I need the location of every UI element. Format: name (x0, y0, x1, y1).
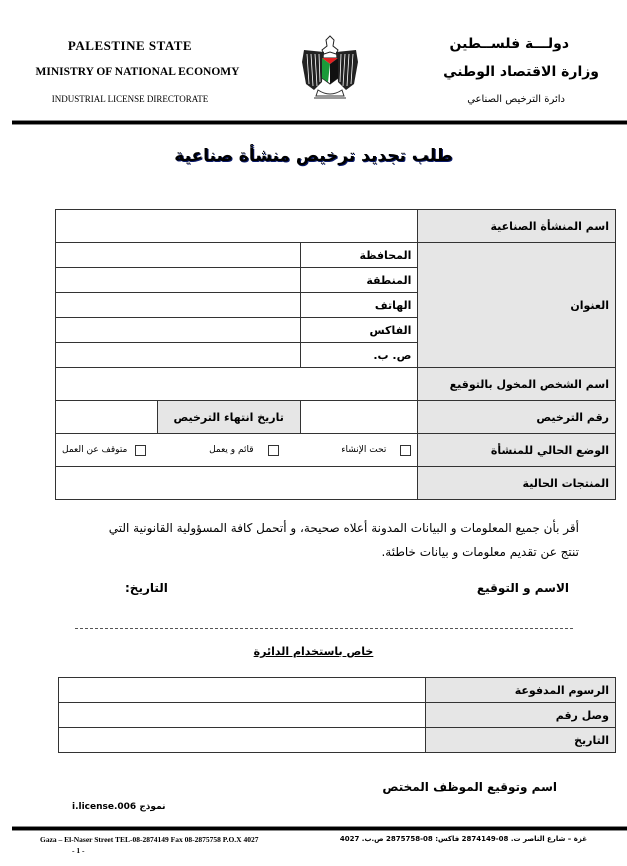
fax-field[interactable] (56, 318, 301, 343)
status-option-under-construction[interactable] (341, 445, 411, 456)
address-label: العنوان (418, 243, 616, 368)
fees-paid-field[interactable] (59, 678, 426, 703)
footer-address-english: Gaza – El-Naser Street TEL-08-2874149 Fax 08-2875758 P.O.X 4027 (40, 835, 259, 844)
license-expiry-field[interactable] (56, 401, 158, 434)
office-date-field[interactable] (59, 728, 426, 753)
page-number: - 1 - (72, 846, 85, 855)
facility-status-label: الوضع الحالي للمنشأة (418, 434, 616, 467)
area-field[interactable] (56, 268, 301, 293)
license-number-field[interactable] (300, 401, 418, 434)
header-arabic-directorate: دائرة الترخيص الصناعي (467, 94, 565, 105)
dashed-separator (75, 628, 573, 629)
current-products-field[interactable] (56, 467, 418, 500)
date-label: التاريخ: (125, 581, 168, 595)
fees-paid-label: الرسوم المدفوعة (426, 678, 616, 703)
footer-address-arabic: غزة – شارع الناصر ت. 08-2874149 فاكس: 08-2875758 ص.ب. 4027 (339, 835, 587, 843)
declaration-line-2: تنتج عن تقديم معلومات و بيانات خاطئة. (381, 545, 579, 559)
name-signature-label: الاسم و التوقيع (476, 581, 569, 595)
phone-field[interactable] (56, 293, 301, 318)
po-box-field[interactable] (56, 343, 301, 368)
signatory-field[interactable] (56, 368, 418, 401)
facility-name-label: اسم المنشأة الصناعية (418, 210, 616, 243)
area-label: المنطقة (300, 268, 418, 293)
po-box-label: ص. ب. (300, 343, 418, 368)
checkbox-icon[interactable] (268, 445, 279, 456)
license-number-label: رقم الترخيص (418, 401, 616, 434)
facility-status-options (56, 434, 418, 467)
phone-label: الهاتف (300, 293, 418, 318)
header-arabic-state: دولـــة فلســطين (449, 36, 569, 52)
office-use-table (58, 677, 616, 753)
application-form-table (55, 209, 616, 500)
office-use-title: خاص باستخدام الدائرة (253, 645, 374, 658)
footer-separator (12, 826, 627, 831)
checkbox-icon[interactable] (135, 445, 146, 456)
signatory-label: اسم الشخص المخول بالتوقيع (418, 368, 616, 401)
header-english-state: PALESTINE STATE (67, 38, 193, 53)
header-arabic-ministry: وزارة الاقتصاد الوطني (443, 64, 599, 80)
status-option-label: متوقف عن العمل (62, 445, 128, 455)
checkbox-icon[interactable] (400, 445, 411, 456)
header-english-directorate: INDUSTRIAL LICENSE DIRECTORATE (51, 94, 209, 104)
governorate-field[interactable] (56, 243, 301, 268)
status-option-label: قائم و يعمل (209, 445, 254, 455)
clerk-signature-label: اسم وتوقيع الموظف المختص (382, 780, 557, 794)
form-code: نموذج i.license.006 (72, 802, 166, 812)
receipt-number-field[interactable] (59, 703, 426, 728)
receipt-number-label: وصل رقم (426, 703, 616, 728)
fax-label: الفاكس (300, 318, 418, 343)
header-english-ministry: MINISTRY OF NATIONAL ECONOMY (35, 66, 240, 78)
status-option-operating[interactable] (209, 445, 278, 456)
header-separator (12, 120, 627, 125)
declaration-text (39, 516, 579, 564)
governorate-label: المحافظة (300, 243, 418, 268)
declaration-line-1: أقر بأن جميع المعلومات و البيانات المدونة أعلاه صحيحة، و أتحمل كافة المسؤولية القانونية التي (108, 521, 579, 535)
form-title: طلب تجديد ترخيص منشأة صناعية (174, 146, 453, 166)
status-option-label: تحت الإنشاء (341, 445, 387, 455)
status-option-stopped[interactable] (62, 445, 146, 456)
facility-name-field[interactable] (56, 210, 418, 243)
license-expiry-label: تاريخ انتهاء الترخيص (157, 401, 300, 434)
current-products-label: المنتجات الحالية (418, 467, 616, 500)
office-date-label: التاريخ (426, 728, 616, 753)
palestine-eagle-emblem-icon (300, 32, 360, 104)
